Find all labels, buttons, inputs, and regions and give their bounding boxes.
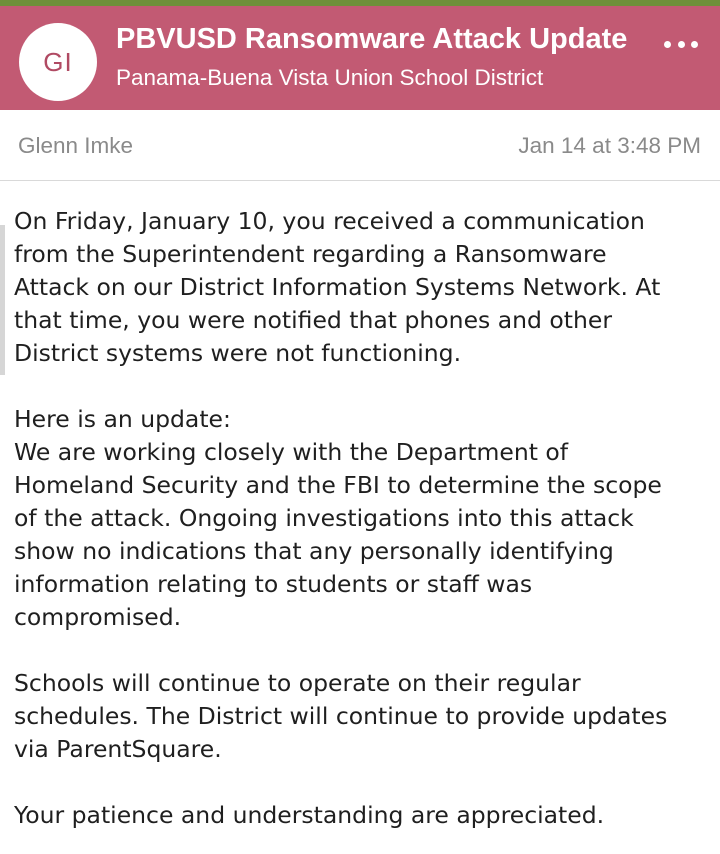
message-line: Homeland Security and the FBI to determine the scope <box>14 471 662 499</box>
post-title: PBVUSD Ransomware Attack Update <box>116 23 628 55</box>
paragraph-gap <box>14 634 714 667</box>
message-line: We are working closely with the Department of <box>14 438 569 466</box>
dot-icon <box>691 41 698 48</box>
message-line: Schools will continue to operate on their regular <box>14 669 581 697</box>
dot-icon <box>678 41 685 48</box>
message-line: show no indications that any personally identifying <box>14 537 614 565</box>
author-name[interactable]: Glenn Imke <box>18 133 134 158</box>
message-body <box>14 205 714 832</box>
message-line: On Friday, January 10, you received a communication <box>14 207 645 235</box>
post-header <box>0 6 720 110</box>
organization-name[interactable]: Panama-Buena Vista Union School District <box>116 65 544 90</box>
paragraph-gap <box>14 766 714 799</box>
avatar[interactable]: GI <box>19 23 97 101</box>
message-line: of the attack. Ongoing investigations into this attack <box>14 504 634 532</box>
message-line: Attack on our District Information Systems Network. At <box>14 273 661 301</box>
more-options-icon[interactable] <box>664 39 698 49</box>
post-timestamp: Jan 14 at 3:48 PM <box>518 133 701 158</box>
message-line: Your patience and understanding are appreciated. <box>14 801 605 829</box>
paragraph-gap <box>14 370 714 403</box>
message-line: compromised. <box>14 603 182 631</box>
message-line: that time, you were notified that phones and other <box>14 306 613 334</box>
scroll-edge-marker <box>0 225 5 375</box>
message-line: via ParentSquare. <box>14 735 222 763</box>
message-line: schedules. The District will continue to provide updates <box>14 702 668 730</box>
message-line: Here is an update: <box>14 405 231 433</box>
post-meta <box>0 110 720 181</box>
message-line: information relating to students or staff was <box>14 570 533 598</box>
dot-icon <box>664 41 671 48</box>
message-line: District systems were not functioning. <box>14 339 462 367</box>
message-line: from the Superintendent regarding a Ransomware <box>14 240 607 268</box>
